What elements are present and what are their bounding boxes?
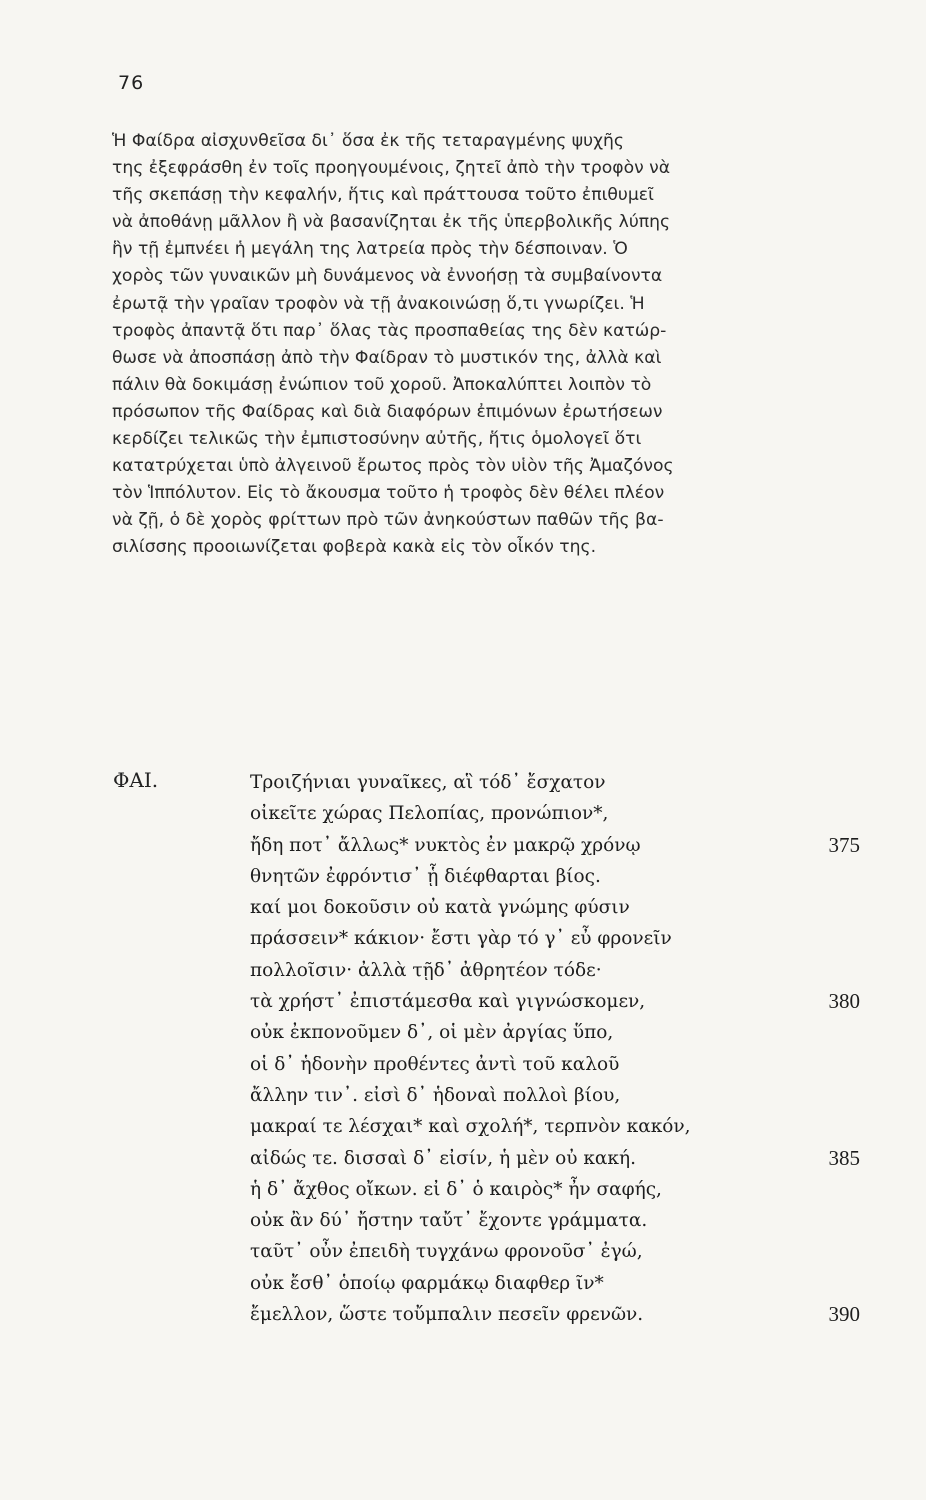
verse-line [250, 1143, 860, 1174]
verse-text: αἰδώς τε. δισσαὶ δ᾽ εἰσίν, ἡ μὲν οὐ κακή. [250, 1147, 636, 1169]
intro-line: κερδίζει τελικῶς τὴν ἐμπιστοσύνην αὐτῆς, ἥτις ὁμολογεῖ ὅτι [112, 429, 642, 450]
intro-paragraph [112, 128, 857, 562]
verse-line [250, 798, 860, 829]
page-number: 76 [118, 72, 145, 94]
line-number: 375 [828, 832, 860, 857]
verse-line [250, 1111, 860, 1142]
intro-line: ἐρωτᾷ τὴν γραῖαν τροφὸν νὰ τῇ ἀνακοινώσῃ ὅ,τι γνωρίζει. Ἡ [112, 293, 645, 314]
intro-line: Ἡ Φαίδρα αἰσχυνθεῖσα δι᾽ ὅσα ἐκ τῆς τεταραγμένης ψυχῆς [112, 131, 624, 151]
verse-text: καί μοι δοκοῦσιν οὐ κατὰ γνώμης φύσιν [250, 897, 630, 919]
intro-line: χορὸς τῶν γυναικῶν μὴ δυνάμενος νὰ ἐννοήσῃ τὰ συμβαίνοντα [112, 266, 663, 287]
intro-line: της ἐξεφράσθη ἐν τοῖς προηγουμένοις, ζητεῖ ἀπὸ τὴν τροφὸν νὰ [112, 158, 671, 179]
intro-line: σιλίσσης προοιωνίζεται φοβερὰ κακὰ εἰς τὸν οἶκόν της. [112, 537, 597, 558]
verse-text: πράσσειν* κάκιον· ἔστι γὰρ τό γ᾽ εὖ φρονεῖν [250, 928, 672, 950]
verse-line [250, 1268, 860, 1299]
verse-text: οὐκ ἂν δύ᾽ ἤστην ταὔτ᾽ ἔχοντε γράμματα. [250, 1210, 648, 1232]
line-number: 385 [828, 1145, 860, 1170]
line-number: 380 [828, 989, 860, 1014]
verse-line [250, 767, 860, 798]
verse-text: οἰκεῖτε χώρας Πελοπίας, προνώπιον*, [250, 803, 609, 825]
verse-text: ἤδη ποτ᾽ ἄλλως* νυκτὸς ἐν μακρῷ χρόνῳ [250, 834, 641, 856]
intro-line: ἣν τῇ ἐμπνέει ἡ μεγάλη της λατρεία πρὸς τὴν δέσποιναν. Ὁ [112, 239, 628, 260]
intro-line: θωσε νὰ ἀποσπάσῃ ἀπὸ τὴν Φαίδραν τὸ μυστικόν της, ἀλλὰ καὶ [112, 347, 662, 368]
verse-line [250, 1236, 860, 1267]
verse-text: Τροιζήνιαι γυναῖκες, αἳ τόδ᾽ ἔσχατον [250, 772, 606, 793]
intro-line: νὰ ἀποθάνῃ μᾶλλον ἢ νὰ βασανίζηται ἐκ τῆς ὑπερβολικῆς λύπης [112, 212, 671, 233]
intro-line: τροφὸς ἀπαντᾷ ὅτι παρ᾽ ὅλας τὰς προσπαθείας της δὲν κατώρ- [112, 320, 667, 341]
verse-text: ἄλλην τιν᾽. εἰσὶ δ᾽ ἡδοναὶ πολλοὶ βίου, [250, 1084, 621, 1106]
verse-text: θνητῶν ἐφρόντισ᾽ ᾗ διέφθαρται βίος. [250, 865, 601, 887]
speaker-label: ΦΑΙ. [113, 768, 159, 792]
intro-line: πάλιν θὰ δοκιμάσῃ ἐνώπιον τοῦ χοροῦ. Ἀποκαλύπτει λοιπὸν τὸ [112, 374, 652, 395]
verse-text: μακραί τε λέσχαι* καὶ σχολή*, τερπνὸν κακόν, [250, 1116, 691, 1138]
verse-text: οὐκ ἐκπονοῦμεν δ᾽, οἱ μὲν ἀργίας ὕπο, [250, 1022, 614, 1044]
verse-text: πολλοῖσιν· ἀλλὰ τῇδ᾽ ἀθρητέον τόδε· [250, 959, 602, 981]
verse-block [250, 767, 860, 1330]
verse-text: ταῦτ᾽ οὖν ἐπειδὴ τυγχάνω φρονοῦσ᾽ ἐγώ, [250, 1241, 643, 1263]
verse-line [250, 1299, 860, 1330]
verse-text: τὰ χρήστ᾽ ἐπιστάμεσθα καὶ γιγνώσκομεν, [250, 991, 646, 1013]
verse-line [250, 1017, 860, 1048]
intro-line: πρόσωπον τῆς Φαίδρας καὶ διὰ διαφόρων ἐπιμόνων ἐρωτήσεων [112, 401, 663, 422]
verse-line [250, 830, 860, 861]
verse-text: οὐκ ἔσθ᾽ ὁποίῳ φαρμάκῳ διαφθερ ῖν* [250, 1272, 604, 1294]
verse-line [250, 986, 860, 1017]
line-number: 390 [828, 1302, 860, 1327]
verse-line [250, 955, 860, 986]
verse-text: ἔμελλον, ὥστε τοὔμπαλιν πεσεῖν φρενῶν. [250, 1304, 644, 1326]
verse-line [250, 1205, 860, 1236]
verse-line [250, 861, 860, 892]
verse-line [250, 1049, 860, 1080]
verse-text: οἱ δ᾽ ἡδονὴν προθέντες ἀντὶ τοῦ καλοῦ [250, 1053, 620, 1075]
verse-line [250, 1174, 860, 1205]
intro-line: κατατρύχεται ὑπὸ ἀλγεινοῦ ἔρωτος πρὸς τὸν υἱὸν τῆς Ἀμαζόνος [112, 456, 674, 477]
verse-line [250, 923, 860, 954]
intro-line: νὰ ζῇ, ὁ δὲ χορὸς φρίττων πρὸ τῶν ἀνηκούστων παθῶν τῆς βα- [112, 510, 664, 531]
verse-text: ἡ δ᾽ ἄχθος οἴκων. εἰ δ᾽ ὁ καιρὸς* ἦν σαφής, [250, 1178, 662, 1200]
verse-line [250, 892, 860, 923]
intro-line: τὸν Ἱππόλυτον. Εἰς τὸ ἄκουσμα τοῦτο ἡ τροφὸς δὲν θέλει πλέον [112, 483, 665, 504]
verse-line [250, 1080, 860, 1111]
intro-line: τῆς σκεπάσῃ τὴν κεφαλήν, ἥτις καὶ πράττουσα τοῦτο ἐπιθυμεῖ [112, 185, 654, 206]
